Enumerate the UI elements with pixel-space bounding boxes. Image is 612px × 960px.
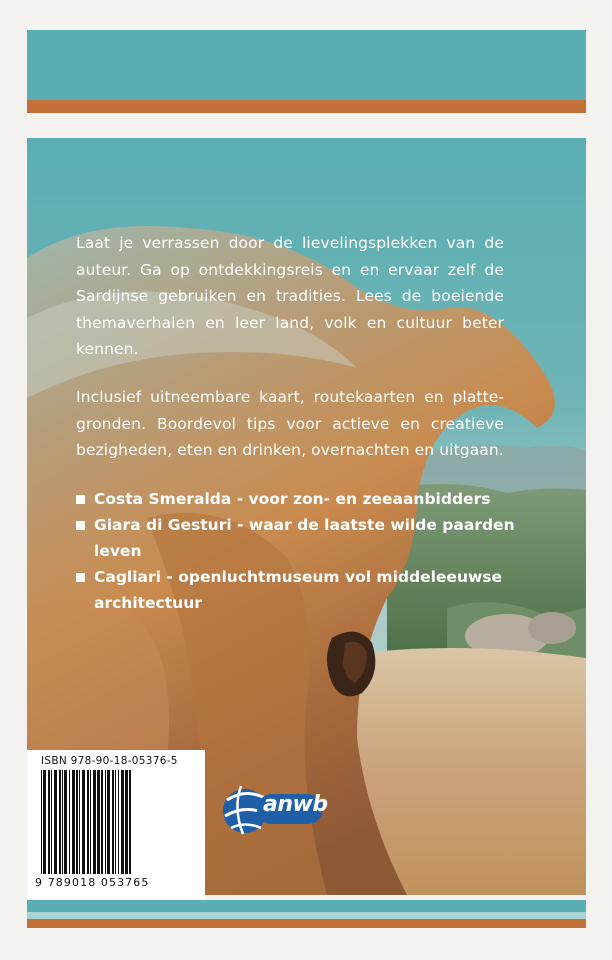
barcode-bar xyxy=(101,770,103,874)
bullet-square-icon xyxy=(76,573,85,582)
highlight-item: Giara di Gesturi - waar de laatste wilde paarden leven xyxy=(76,512,516,564)
bullet-square-icon xyxy=(76,495,85,504)
barcode-bar xyxy=(48,770,50,874)
barcode-bar xyxy=(41,770,42,874)
isbn-label: ISBN 978-90-18-05376-5 xyxy=(41,755,178,767)
includes-paragraph: Inclusief uitneembare kaart, routekaarten en plattegronden. Boordevol tips voor actieve en creatieve bezigheden, eten en drinken, overnachten en uitgaan. xyxy=(76,388,504,459)
barcode-bar xyxy=(121,770,124,874)
barcode-bar xyxy=(54,770,57,874)
barcode-bar xyxy=(62,770,63,874)
barcode-bar xyxy=(87,770,89,874)
barcode-bar xyxy=(69,770,70,874)
highlights-list xyxy=(76,486,516,616)
bottom-teal-band xyxy=(27,900,586,912)
bottom-orange-band xyxy=(27,919,586,928)
highlight-item: Costa Smeralda - voor zon- en zeeaanbidders xyxy=(76,486,516,512)
barcode-bar xyxy=(107,770,110,874)
barcode-bar xyxy=(64,770,67,874)
anwb-logo xyxy=(217,778,327,844)
barcode-bar xyxy=(112,770,114,874)
barcode-bar xyxy=(43,770,46,874)
top-orange-band xyxy=(27,100,586,113)
intro-paragraph: Laat je verrassen door de lievelingsplekken van de auteur. Ga op ontdekkingsreis en en ervaar zelf de Sardijnse gebruiken en tradities. Lees de boeiende themaverhalen en leer land, volk en cultuur beter kennen. xyxy=(76,234,504,358)
barcode-bar xyxy=(93,770,96,874)
barcode-bar xyxy=(97,770,100,874)
barcode xyxy=(27,750,205,899)
barcode-bars xyxy=(39,770,195,874)
barcode-bar xyxy=(51,770,52,874)
highlight-item: Cagliari - openluchtmuseum vol middeleeuwse architectuur xyxy=(76,564,516,616)
bottom-light-band xyxy=(27,912,586,919)
barcode-bar xyxy=(82,770,85,874)
bullet-square-icon xyxy=(76,521,85,530)
barcode-bar xyxy=(72,770,75,874)
barcode-bar xyxy=(118,770,119,874)
logo-text: anwb xyxy=(263,792,328,817)
barcode-bar xyxy=(105,770,106,874)
barcode-bar xyxy=(125,770,128,874)
barcode-bar xyxy=(76,770,78,874)
barcode-bar xyxy=(90,770,91,874)
barcode-bar xyxy=(79,770,80,874)
top-teal-band xyxy=(27,30,586,100)
ean-digits: 9 789018 053765 xyxy=(35,876,150,889)
barcode-bar xyxy=(115,770,116,874)
barcode-bar xyxy=(59,770,61,874)
barcode-bar xyxy=(129,770,131,874)
